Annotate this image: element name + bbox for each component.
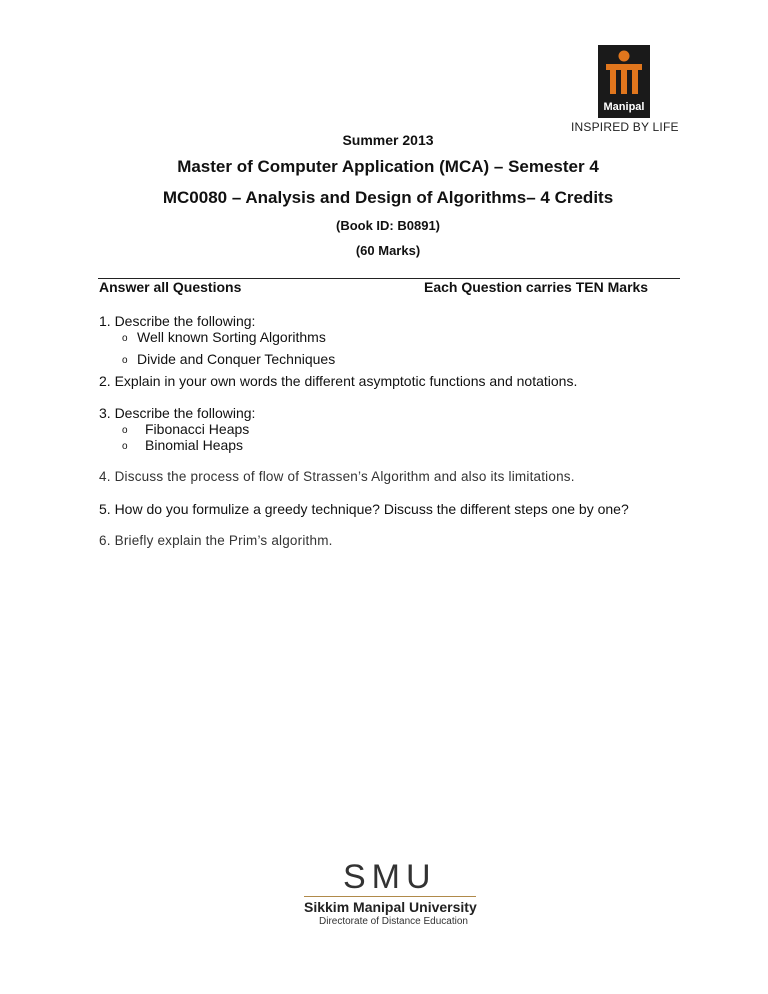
manipal-logo xyxy=(598,45,650,118)
book-id: (Book ID: B0891) xyxy=(335,218,441,233)
question-2: 2. Explain in your own words the different asymptotic functions and notations. xyxy=(99,373,578,389)
question-1-item-1: Well known Sorting Algorithms xyxy=(137,329,326,345)
footer-divider xyxy=(304,896,476,897)
question-5: 5. How do you formulize a greedy technique? Discuss the different steps one by one? xyxy=(99,501,629,517)
logo-tagline: INSPIRED BY LIFE xyxy=(571,120,679,134)
smu-acronym: SMU xyxy=(343,858,437,896)
university-name: Sikkim Manipal University xyxy=(304,899,477,915)
question-3-item-1: Fibonacci Heaps xyxy=(145,421,250,437)
instructions-right: Each Question carries TEN Marks xyxy=(424,279,649,295)
manipal-emblem-icon xyxy=(604,49,644,99)
department-name: Directorate of Distance Education xyxy=(319,916,468,927)
question-1: 1. Describe the following: xyxy=(99,313,256,329)
total-marks: (60 Marks) xyxy=(355,243,421,258)
bullet-marker: o xyxy=(122,355,128,366)
course-title: MC0080 – Analysis and Design of Algorithms– 4 Credits xyxy=(162,188,614,207)
logo-name: Manipal xyxy=(603,101,645,113)
bullet-marker: o xyxy=(122,441,128,452)
instructions-left: Answer all Questions xyxy=(99,279,242,295)
question-3: 3. Describe the following: xyxy=(99,405,256,421)
question-3-item-2: Binomial Heaps xyxy=(145,437,244,453)
program-title: Master of Computer Application (MCA) – Semester 4 xyxy=(177,157,599,176)
bullet-marker: o xyxy=(122,333,128,344)
bullet-marker: o xyxy=(122,425,128,436)
question-4: 4. Discuss the process of flow of Strassen’s Algorithm and also its limitations. xyxy=(99,469,575,484)
session-title: Summer 2013 xyxy=(342,132,434,148)
question-6: 6. Briefly explain the Prim’s algorithm. xyxy=(99,533,333,548)
question-1-item-2: Divide and Conquer Techniques xyxy=(137,351,336,367)
